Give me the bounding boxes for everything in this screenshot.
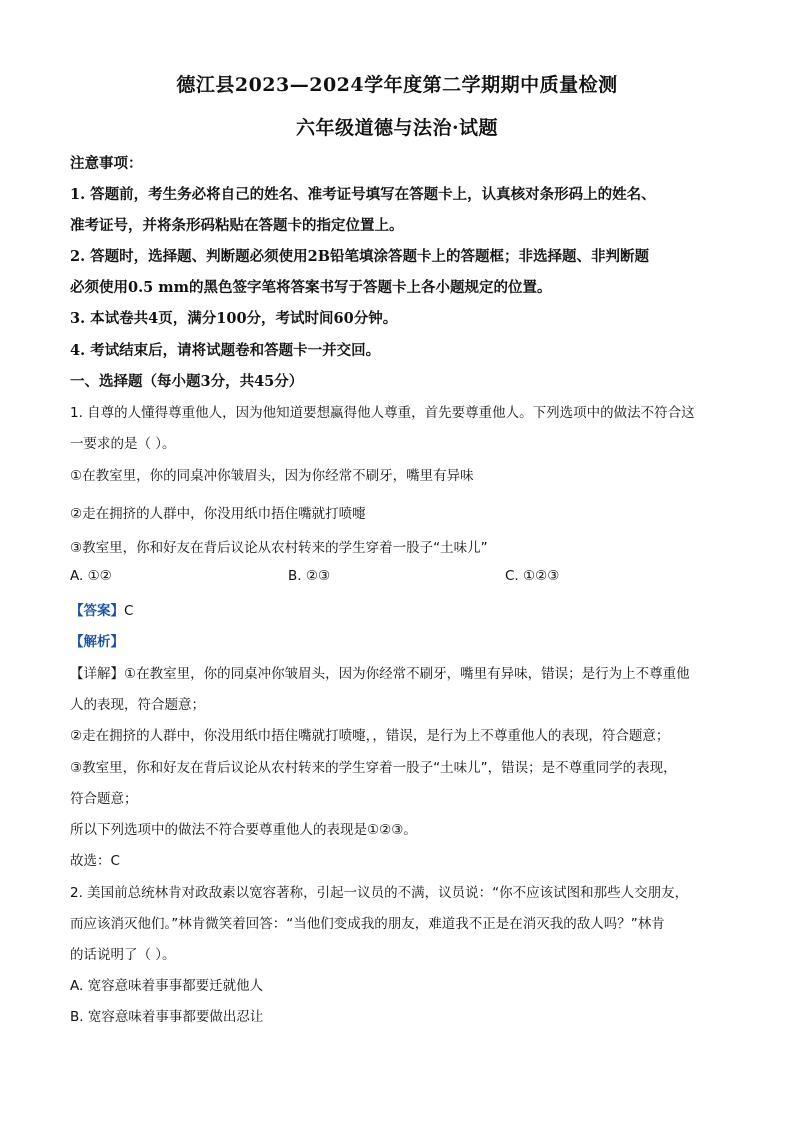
notice-line: 1. 答题前，考生务必将自己的姓名、准考证号填写在答题卡上，认真核对条形码上的姓名、 — [70, 186, 656, 203]
notice-line: 必须使用0.5 mm的黑色签字笔将答案书写于答题卡上各小题规定的位置。 — [70, 279, 552, 296]
question-stem: 一要求的是（ ）。 — [70, 436, 176, 452]
notice-line: 2. 答题时，选择题、判断题必须使用2B铅笔填涂答题卡上的答题框；非选择题、非判断题 — [70, 248, 650, 265]
question-item: ①在教室里，你的同桌冲你皱眉头，因为你经常不刷牙，嘴里有异味 — [70, 468, 474, 484]
conclusion-line: 故选：C — [70, 853, 120, 869]
option-b: B. 宽容意味着事事都要做出忍让 — [70, 1009, 264, 1025]
detail-line: ②走在拥挤的人群中，你没用纸巾捂住嘴就打喷嚏，，错误，是行为上不尊重他人的表现，符合题意； — [70, 728, 670, 744]
question-stem: 而应该消灭他们。”林肯微笑着回答：“当他们变成我的朋友，难道我不正是在消灭我的敌人吗？”林肯 — [70, 916, 665, 932]
option-b: B. ②③ — [288, 568, 331, 584]
answer-line — [70, 599, 133, 619]
detail-line: ③教室里，你和好友在背后议论从农村转来的学生穿着一股子“土味儿”，错误；是不尊重同学的表现， — [70, 760, 677, 776]
notice-line: 4. 考试结束后，请将试题卷和答题卡一并交回。 — [70, 342, 381, 359]
notice-heading: 注意事项： — [70, 155, 143, 172]
question-stem: 2. 美国前总统林肯对政敌素以宽容著称，引起一议员的不满，议员说：“你不应该试图和那些人交朋友， — [70, 885, 689, 901]
analysis-tag: 【解析】 — [70, 634, 124, 650]
detail-text: ①在教室里，你的同桌冲你皱眉头，因为你经常不刷牙，嘴里有异味，错误；是行为上不尊重他 — [124, 666, 690, 682]
question-stem: 的话说明了（ ）。 — [70, 947, 176, 963]
answer-tag: 【答案】 — [70, 603, 124, 619]
detail-line: 人的表现，符合题意； — [70, 697, 205, 713]
exam-title: 德江县2023—2024学年度第二学期期中质量检测 — [176, 74, 618, 96]
option-a: A. 宽容意味着事事都要迁就他人 — [70, 978, 264, 994]
answer-value: C — [124, 603, 134, 619]
detail-line: 符合题意； — [70, 791, 138, 807]
notice-line: 准考证号，并将条形码粘贴在答题卡的指定位置上。 — [70, 217, 404, 234]
question-item: ②走在拥挤的人群中，你没用纸巾捂住嘴就打喷嚏 — [70, 506, 366, 522]
exam-subtitle: 六年级道德与法治·试题 — [295, 117, 499, 139]
notice-line: 3. 本试卷共4页，满分100分，考试时间60分钟。 — [70, 310, 398, 327]
option-a: A. ①② — [70, 568, 112, 584]
detail-tag: 【详解】 — [70, 666, 124, 682]
analysis-line — [70, 630, 124, 650]
question-item: ③教室里，你和好友在背后议论从农村转来的学生穿着一股子“土味儿” — [70, 540, 488, 556]
question-stem: 1. 自尊的人懂得尊重他人，因为他知道要想赢得他人尊重，首先要尊重他人。下列选项中的做法不符合这 — [70, 405, 695, 421]
option-c: C. ①②③ — [505, 568, 560, 584]
detail-line: 所以下列选项中的做法不符合要尊重他人的表现是①②③。 — [70, 822, 417, 838]
section-heading: 一、选择题（每小题3分，共45分） — [70, 373, 304, 390]
detail-line — [70, 662, 690, 682]
